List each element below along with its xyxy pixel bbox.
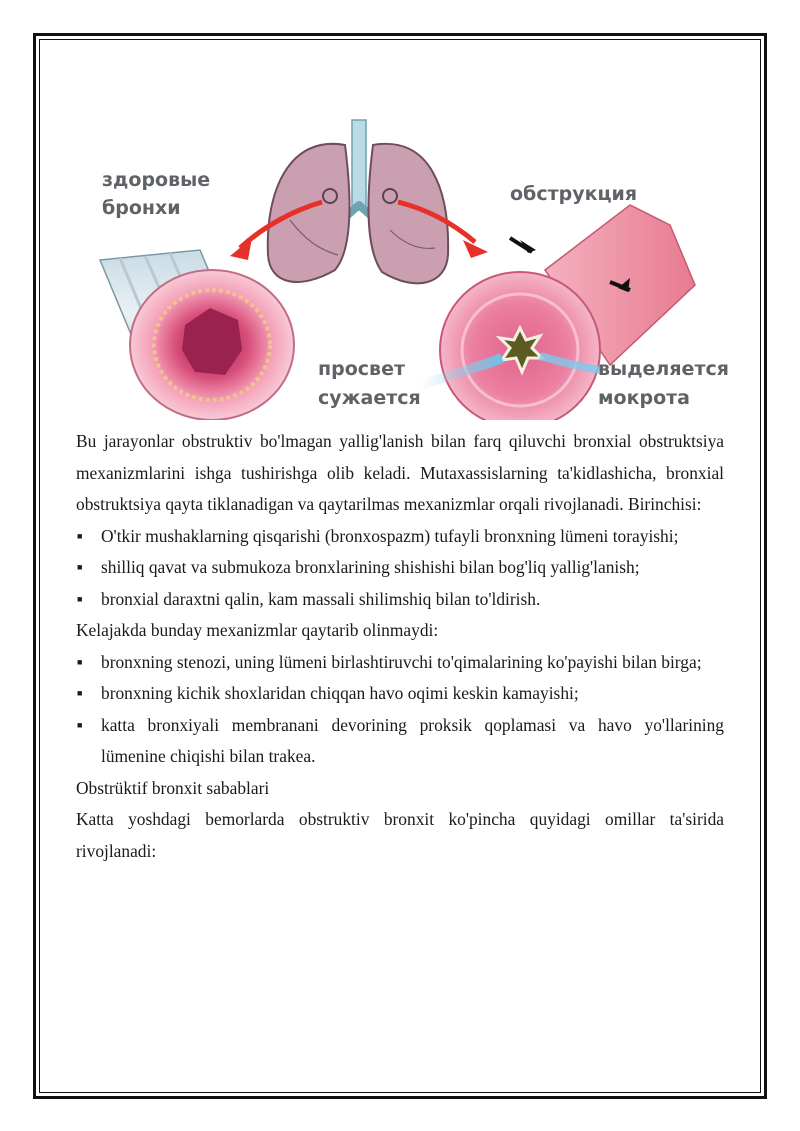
list-item: ■ bronxning kichik shoxlaridan chiqqan havo oqimi keskin kamayishi; — [76, 678, 724, 710]
irreversible-intro: Kelajakda bunday mexanizmlar qaytarib olinmaydi: — [76, 620, 439, 640]
list-item: ■ bronxial daraxtni qalin, kam massali shilimshiq bilan to'ldirish. — [76, 584, 724, 616]
bullet-icon: ■ — [77, 719, 83, 730]
list-item: ■ katta bronxiyali membranani devorining proksik qoplamasi va havo yo'llarining lümenine chiqishi bilan trakea. — [76, 710, 724, 773]
bullet-icon: ■ — [77, 562, 83, 572]
list-item: ■ O'tkir mushaklarning qisqarishi (bronxospazm) tufayli bronxning lümeni torayishi; — [76, 521, 724, 553]
bronchi-illustration — [90, 110, 740, 420]
intro-paragraph: Bu jarayonlar obstruktiv bo'lmagan yallig'lanish bilan farq qiluvchi bronxial obstruktsiya mexanizmlarini ishga tushirishga olib keladi. Mutaxassislarning ta'kidlashicha, bronxial obstruktsiya qayta tiklanadigan va qaytarilmas mexanizmlar orqali rivojlanadi. Birinchisi: — [76, 431, 724, 514]
lungs-graphic — [268, 120, 448, 283]
label-healthy-bronchi-line2: бронхи — [102, 197, 181, 219]
label-healthy-bronchi-line1: здоровые — [102, 169, 211, 191]
bullet-icon: ■ — [77, 656, 83, 667]
list-item: ■ bronxning stenozi, uning lümeni birlashtiruvchi to'qimalarining ko'payishi bilan birga; — [76, 647, 724, 679]
label-lumen-line1: просвет — [318, 358, 405, 380]
irreversible-mechanisms-list — [76, 647, 724, 773]
bullet-icon: ■ — [77, 688, 83, 698]
closing-paragraph: Katta yoshdagi bemorlarda obstruktiv bronxit ko'pincha quyidagi omillar ta'sirida rivojlanadi: — [76, 809, 724, 861]
bullet-icon: ■ — [77, 530, 83, 541]
label-mucus-line1: выделяется — [598, 358, 729, 380]
healthy-bronchus-graphic — [100, 250, 294, 420]
list-item: ■ shilliq qavat va submukoza bronxlarining shishishi bilan bog'liq yallig'lanish; — [76, 552, 724, 584]
bullet-icon: ■ — [77, 593, 83, 604]
label-mucus-line2: мокрота — [598, 387, 690, 409]
section-heading: Obstrüktif bronxit sabablari — [76, 777, 270, 798]
label-lumen-line2: сужается — [318, 387, 421, 409]
label-obstruction: обструкция — [510, 183, 638, 205]
document-body — [76, 426, 724, 867]
reversible-mechanisms-list — [76, 521, 724, 616]
